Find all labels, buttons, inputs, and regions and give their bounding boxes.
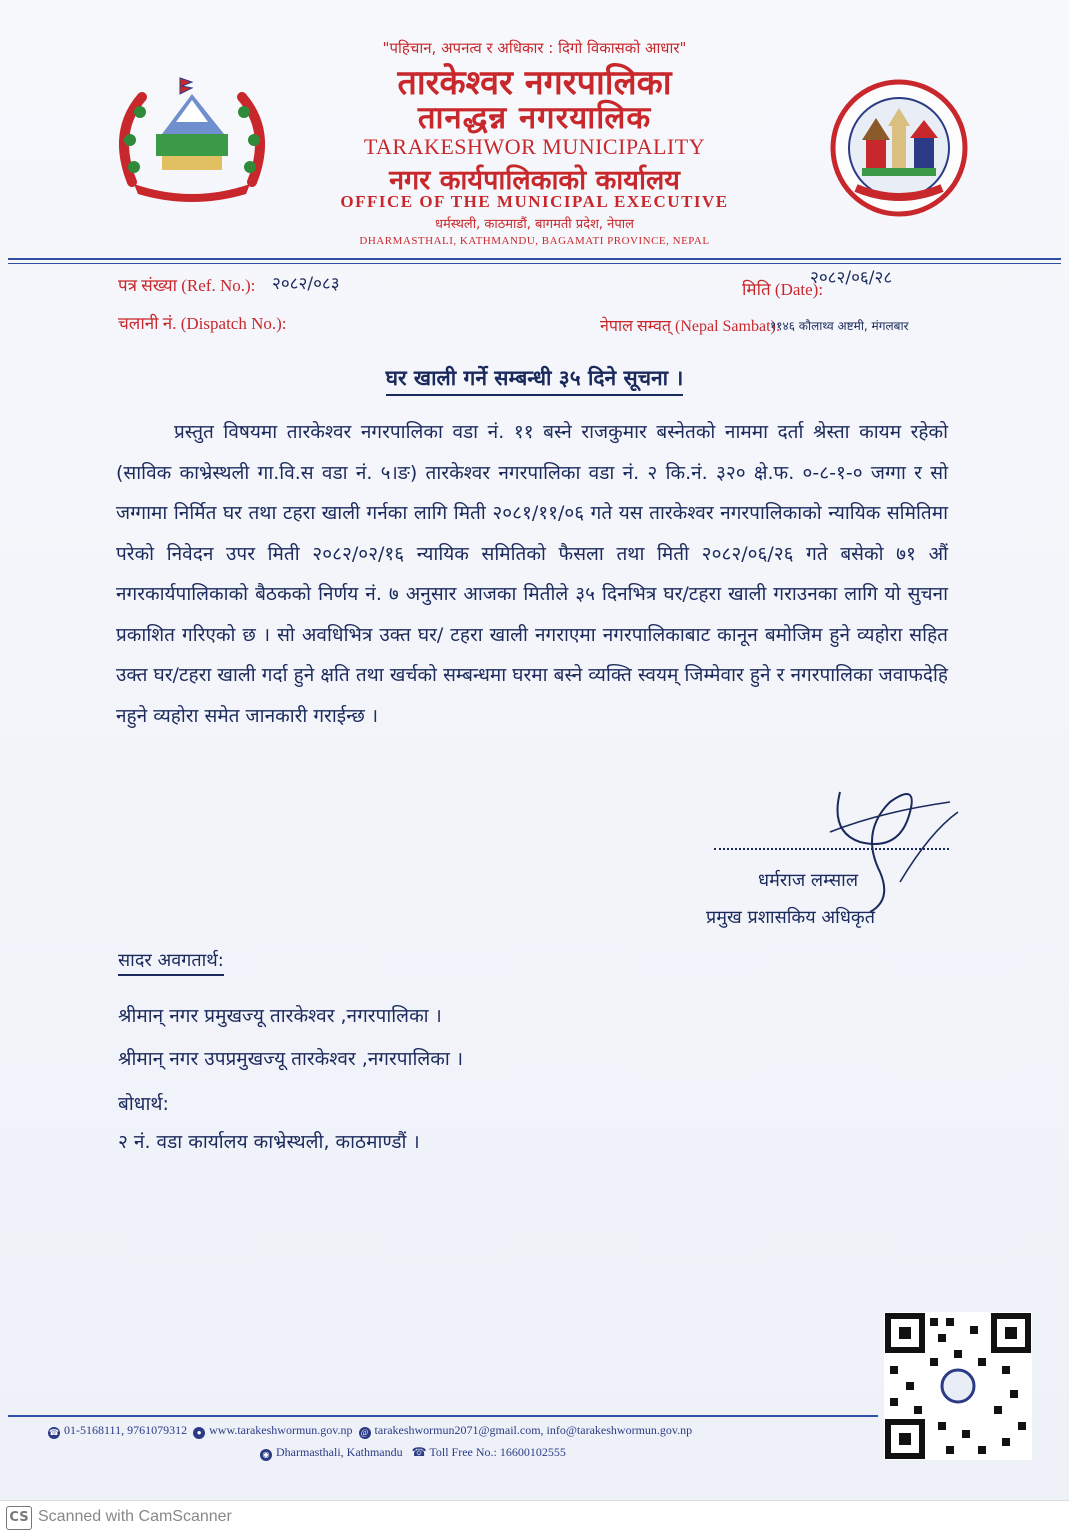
header-divider-thin: [8, 263, 1061, 264]
phone-icon: ☎: [49, 1428, 59, 1437]
dispatch-label: चलानी नं. (Dispatch No.):: [118, 314, 287, 333]
municipality-name-english: TARAKESHWOR MUNICIPALITY: [363, 134, 706, 159]
ref-value: २०८२/०८३: [272, 274, 340, 294]
date-value: २०८२/०६/२८: [810, 268, 893, 288]
signatory-name: धर्मराज लम्साल: [758, 870, 859, 891]
footer-location: Dharmasthali, Kathmandu: [276, 1445, 403, 1459]
office-name-english: OFFICE OF THE MUNICIPAL EXECUTIVE: [340, 192, 729, 211]
info-heading: बोधार्थ:: [118, 1093, 169, 1115]
notice-title: [0, 364, 1069, 392]
header-slogan: "पहिचान, अपनत्व र अधिकार : दिगो विकासको आधार": [382, 39, 687, 57]
address-english: DHARMASTHALI, KATHMANDU, BAGAMATI PROVINCE, NEPAL: [359, 235, 710, 247]
qr-code: [884, 1312, 1032, 1460]
footer-website[interactable]: www.tarakeshwormun.gov.np: [209, 1423, 353, 1437]
municipality-name-nepali: तारकेश्वर नगरपालिका: [397, 63, 672, 103]
footer-address-row: [260, 1445, 566, 1461]
cc-item: श्रीमान् नगर उपप्रमुखज्यू तारकेश्वर ,नगरपालिका ।: [118, 1048, 464, 1070]
notice-body: प्रस्तुत विषयमा तारकेश्वर नगरपालिका वडा नं. ११ बस्ने राजकुमार बस्नेतको नाममा दर्ता श्रेस्ता कायम रहेको (साविक काभ्रेस्थली गा.वि.स वडा नं. ५।ङ) तारकेश्वर नगरपालिका वडा नं. २ कि.नं. ३२० क्षे.फ. ०-८-१-० जग्गा र सो जग्गामा निर्मित घर तथा टहरा खाली गर्नका लागि मिती २०८१/११/०६ गते यस तारकेश्वर नगरपालिकाको न्यायिक समितिमा परेको निवेदन उपर मिती २०८२/०२/१६ न्यायिक समितिको फैसला तथा मिती २०८२/०६/२६ गते बसेको ७१ औं नगरकार्यपालिकाको बैठकको निर्णय नं. ७ अनुसार आजका मितीले ३५ दिनभित्र घर/टहरा खाली गराउनका लागि यो सुचना प्रकाशित गरिएको छ । सो अवधिभित्र उक्त घर/ टहरा खाली नगराएमा नगरपालिकाबाट कानून बमोजिम हुने व्यहोरा सहित उक्त घर/टहरा खाली गर्दा हुने क्षति तथा खर्चको सम्बन्धमा घरमा बस्ने व्यक्ति स्वयम् जिम्मेवार हुने र नगरपालिका जवाफदेहि नहुने व्यहोरा समेत जानकारी गराईन्छ ।: [116, 421, 948, 727]
footer-divider: [8, 1415, 878, 1417]
scanner-watermark-text: Scanned with CamScanner: [38, 1508, 232, 1525]
address-nepali: धर्मस्थली, काठमाडौं, बागमती प्रदेश, नेपाल: [435, 217, 634, 232]
footer-phone: 01-5168111, 9761079312: [64, 1423, 188, 1437]
notice-title-text: घर खाली गर्ने सम्बन्धी ३५ दिने सूचना ।: [386, 366, 684, 396]
camscanner-logo-icon: CS: [6, 1506, 32, 1530]
footer-email[interactable]: tarakeshwormun2071@gmail.com, info@tarakeshwormun.gov.np: [374, 1423, 693, 1437]
ref-label: पत्र संख्या (Ref. No.):: [118, 276, 256, 295]
header-divider: [8, 258, 1061, 260]
municipality-name-newari: तानद्धन्न नगरयालिक: [417, 100, 652, 136]
footer-tollfree: Toll Free No.: 16600102555: [429, 1445, 566, 1459]
cc-item: श्रीमान् नगर प्रमुखज्यू तारकेश्वर ,नगरपालिका ।: [118, 1005, 442, 1027]
nepal-sambat-value: ११४६ कौलाथ्व अष्टमी, मंगलबार: [770, 319, 909, 333]
footer-contact-row: [48, 1423, 692, 1439]
info-item: २ नं. वडा कार्यालय काभ्रेस्थली, काठमाण्डौं ।: [118, 1131, 420, 1153]
location-pin-icon: ◉: [260, 1449, 272, 1461]
cc-heading: सादर अवगतार्थ:: [118, 948, 224, 976]
signature-line: [714, 830, 949, 850]
nepal-sambat-label: नेपाल सम्वत् (Nepal Sambat):: [600, 318, 781, 335]
office-name-nepali: नगर कार्यपालिकाको कार्यालय: [389, 165, 680, 196]
signatory-title: प्रमुख प्रशासकिय अधिकृत: [706, 907, 875, 928]
email-icon: @: [359, 1427, 371, 1439]
globe-icon: ●: [193, 1427, 205, 1439]
telephone-icon: ☎: [411, 1445, 430, 1459]
date-label: मिति (Date):: [742, 280, 824, 299]
